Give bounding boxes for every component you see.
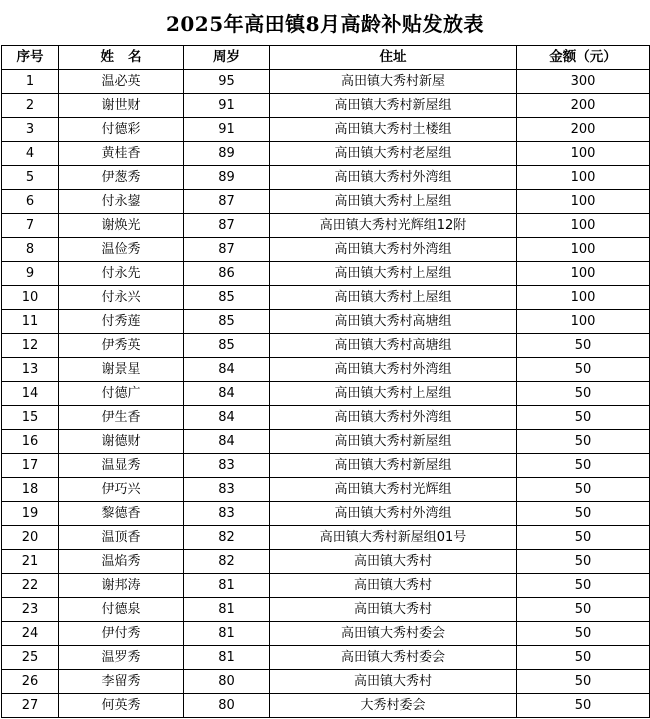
table-row — [2, 598, 650, 622]
cell-name: 伊巧兴 — [59, 478, 184, 502]
cell-name: 温罗秀 — [59, 646, 184, 670]
table-row — [2, 574, 650, 598]
cell-amount: 50 — [517, 550, 650, 574]
cell-address: 高田镇大秀村上屋组 — [270, 190, 517, 214]
cell-amount: 50 — [517, 598, 650, 622]
cell-age: 84 — [184, 430, 270, 454]
cell-amount: 50 — [517, 334, 650, 358]
header-amount: 金额（元） — [517, 46, 650, 70]
cell-name: 温必英 — [59, 70, 184, 94]
cell-no: 3 — [2, 118, 59, 142]
cell-no: 8 — [2, 238, 59, 262]
cell-no: 27 — [2, 694, 59, 718]
cell-age: 87 — [184, 190, 270, 214]
cell-name: 黎德香 — [59, 502, 184, 526]
cell-name: 付德广 — [59, 382, 184, 406]
cell-address: 高田镇大秀村外湾组 — [270, 406, 517, 430]
table-row — [2, 190, 650, 214]
cell-age: 87 — [184, 238, 270, 262]
table-body — [2, 70, 650, 718]
cell-address: 高田镇大秀村委会 — [270, 646, 517, 670]
page-title: 2025年高田镇8月高龄补贴发放表 — [165, 12, 485, 36]
table-row — [2, 286, 650, 310]
cell-amount: 50 — [517, 430, 650, 454]
cell-age: 85 — [184, 310, 270, 334]
cell-amount: 50 — [517, 574, 650, 598]
cell-address: 高田镇大秀村新屋组 — [270, 430, 517, 454]
cell-no: 13 — [2, 358, 59, 382]
cell-name: 黄桂香 — [59, 142, 184, 166]
cell-age: 87 — [184, 214, 270, 238]
cell-address: 高田镇大秀村高塘组 — [270, 310, 517, 334]
cell-age: 95 — [184, 70, 270, 94]
cell-age: 80 — [184, 694, 270, 718]
cell-name: 谢焕光 — [59, 214, 184, 238]
cell-amount: 100 — [517, 262, 650, 286]
cell-amount: 100 — [517, 166, 650, 190]
cell-amount: 50 — [517, 526, 650, 550]
table-row — [2, 118, 650, 142]
table-row — [2, 454, 650, 478]
cell-no: 25 — [2, 646, 59, 670]
header-row — [2, 46, 650, 70]
cell-age: 89 — [184, 142, 270, 166]
cell-address: 大秀村委会 — [270, 694, 517, 718]
cell-address: 高田镇大秀村新屋组 — [270, 454, 517, 478]
cell-amount: 50 — [517, 694, 650, 718]
table-row — [2, 646, 650, 670]
cell-name: 付德彩 — [59, 118, 184, 142]
table-row — [2, 70, 650, 94]
cell-amount: 50 — [517, 622, 650, 646]
cell-age: 84 — [184, 382, 270, 406]
cell-amount: 100 — [517, 310, 650, 334]
cell-age: 81 — [184, 646, 270, 670]
cell-no: 7 — [2, 214, 59, 238]
cell-name: 温顶香 — [59, 526, 184, 550]
cell-address: 高田镇大秀村新屋组 — [270, 94, 517, 118]
cell-no: 15 — [2, 406, 59, 430]
cell-address: 高田镇大秀村上屋组 — [270, 382, 517, 406]
cell-amount: 50 — [517, 382, 650, 406]
table-row — [2, 238, 650, 262]
cell-name: 伊付秀 — [59, 622, 184, 646]
header-age: 周岁 — [184, 46, 270, 70]
table-row — [2, 502, 650, 526]
cell-age: 86 — [184, 262, 270, 286]
cell-address: 高田镇大秀村 — [270, 598, 517, 622]
cell-name: 温焰秀 — [59, 550, 184, 574]
cell-age: 83 — [184, 502, 270, 526]
table-row — [2, 694, 650, 718]
cell-amount: 50 — [517, 646, 650, 670]
cell-age: 81 — [184, 622, 270, 646]
table-row — [2, 406, 650, 430]
cell-no: 11 — [2, 310, 59, 334]
cell-address: 高田镇大秀村上屋组 — [270, 262, 517, 286]
cell-no: 22 — [2, 574, 59, 598]
table-row — [2, 670, 650, 694]
cell-no: 20 — [2, 526, 59, 550]
cell-name: 付德泉 — [59, 598, 184, 622]
cell-amount: 100 — [517, 190, 650, 214]
table-row — [2, 526, 650, 550]
cell-address: 高田镇大秀村 — [270, 574, 517, 598]
table-row — [2, 358, 650, 382]
cell-name: 伊生香 — [59, 406, 184, 430]
cell-amount: 300 — [517, 70, 650, 94]
cell-no: 26 — [2, 670, 59, 694]
cell-no: 24 — [2, 622, 59, 646]
cell-address: 高田镇大秀村高塘组 — [270, 334, 517, 358]
table-row — [2, 94, 650, 118]
cell-age: 80 — [184, 670, 270, 694]
table-row — [2, 262, 650, 286]
cell-age: 85 — [184, 334, 270, 358]
cell-amount: 200 — [517, 94, 650, 118]
cell-address: 高田镇大秀村外湾组 — [270, 502, 517, 526]
cell-address: 高田镇大秀村上屋组 — [270, 286, 517, 310]
cell-age: 85 — [184, 286, 270, 310]
table-row — [2, 214, 650, 238]
header-no: 序号 — [2, 46, 59, 70]
cell-name: 谢德财 — [59, 430, 184, 454]
cell-amount: 50 — [517, 406, 650, 430]
cell-address: 高田镇大秀村委会 — [270, 622, 517, 646]
cell-address: 高田镇大秀村外湾组 — [270, 166, 517, 190]
table-row — [2, 622, 650, 646]
cell-amount: 50 — [517, 454, 650, 478]
cell-no: 12 — [2, 334, 59, 358]
cell-age: 91 — [184, 118, 270, 142]
header-address: 住址 — [270, 46, 517, 70]
cell-address: 高田镇大秀村老屋组 — [270, 142, 517, 166]
cell-name: 李留秀 — [59, 670, 184, 694]
cell-name: 谢景星 — [59, 358, 184, 382]
cell-age: 89 — [184, 166, 270, 190]
cell-name: 付永鋆 — [59, 190, 184, 214]
subsidy-table — [1, 45, 650, 718]
cell-name: 伊秀英 — [59, 334, 184, 358]
cell-no: 21 — [2, 550, 59, 574]
cell-no: 5 — [2, 166, 59, 190]
cell-age: 82 — [184, 550, 270, 574]
cell-address: 高田镇大秀村外湾组 — [270, 238, 517, 262]
cell-amount: 100 — [517, 142, 650, 166]
table-row — [2, 382, 650, 406]
cell-name: 温显秀 — [59, 454, 184, 478]
cell-amount: 100 — [517, 238, 650, 262]
cell-no: 23 — [2, 598, 59, 622]
table-row — [2, 334, 650, 358]
cell-address: 高田镇大秀村外湾组 — [270, 358, 517, 382]
cell-no: 1 — [2, 70, 59, 94]
cell-address: 高田镇大秀村土楼组 — [270, 118, 517, 142]
cell-name: 付永先 — [59, 262, 184, 286]
cell-age: 83 — [184, 478, 270, 502]
cell-name: 付秀莲 — [59, 310, 184, 334]
cell-age: 81 — [184, 574, 270, 598]
cell-age: 84 — [184, 406, 270, 430]
cell-no: 6 — [2, 190, 59, 214]
cell-no: 4 — [2, 142, 59, 166]
cell-no: 10 — [2, 286, 59, 310]
cell-age: 91 — [184, 94, 270, 118]
cell-amount: 200 — [517, 118, 650, 142]
cell-age: 82 — [184, 526, 270, 550]
cell-address: 高田镇大秀村新屋 — [270, 70, 517, 94]
cell-no: 19 — [2, 502, 59, 526]
cell-no: 17 — [2, 454, 59, 478]
cell-address: 高田镇大秀村 — [270, 550, 517, 574]
cell-name: 何英秀 — [59, 694, 184, 718]
cell-amount: 50 — [517, 670, 650, 694]
cell-no: 9 — [2, 262, 59, 286]
cell-name: 付永兴 — [59, 286, 184, 310]
cell-amount: 50 — [517, 502, 650, 526]
header-name: 姓名 — [59, 46, 184, 70]
cell-amount: 100 — [517, 214, 650, 238]
table-row — [2, 310, 650, 334]
cell-name: 谢邦涛 — [59, 574, 184, 598]
cell-address: 高田镇大秀村新屋组01号 — [270, 526, 517, 550]
cell-name: 谢世财 — [59, 94, 184, 118]
table-row — [2, 550, 650, 574]
table-row — [2, 478, 650, 502]
cell-address: 高田镇大秀村 — [270, 670, 517, 694]
cell-name: 温俭秀 — [59, 238, 184, 262]
cell-address: 高田镇大秀村光辉组 — [270, 478, 517, 502]
cell-no: 2 — [2, 94, 59, 118]
cell-amount: 50 — [517, 358, 650, 382]
cell-address: 高田镇大秀村光辉组12附 — [270, 214, 517, 238]
cell-name: 伊葱秀 — [59, 166, 184, 190]
cell-amount: 50 — [517, 478, 650, 502]
table-row — [2, 142, 650, 166]
table-row — [2, 166, 650, 190]
cell-age: 81 — [184, 598, 270, 622]
cell-no: 14 — [2, 382, 59, 406]
table-row — [2, 430, 650, 454]
cell-age: 84 — [184, 358, 270, 382]
cell-age: 83 — [184, 454, 270, 478]
cell-no: 16 — [2, 430, 59, 454]
cell-amount: 100 — [517, 286, 650, 310]
cell-no: 18 — [2, 478, 59, 502]
